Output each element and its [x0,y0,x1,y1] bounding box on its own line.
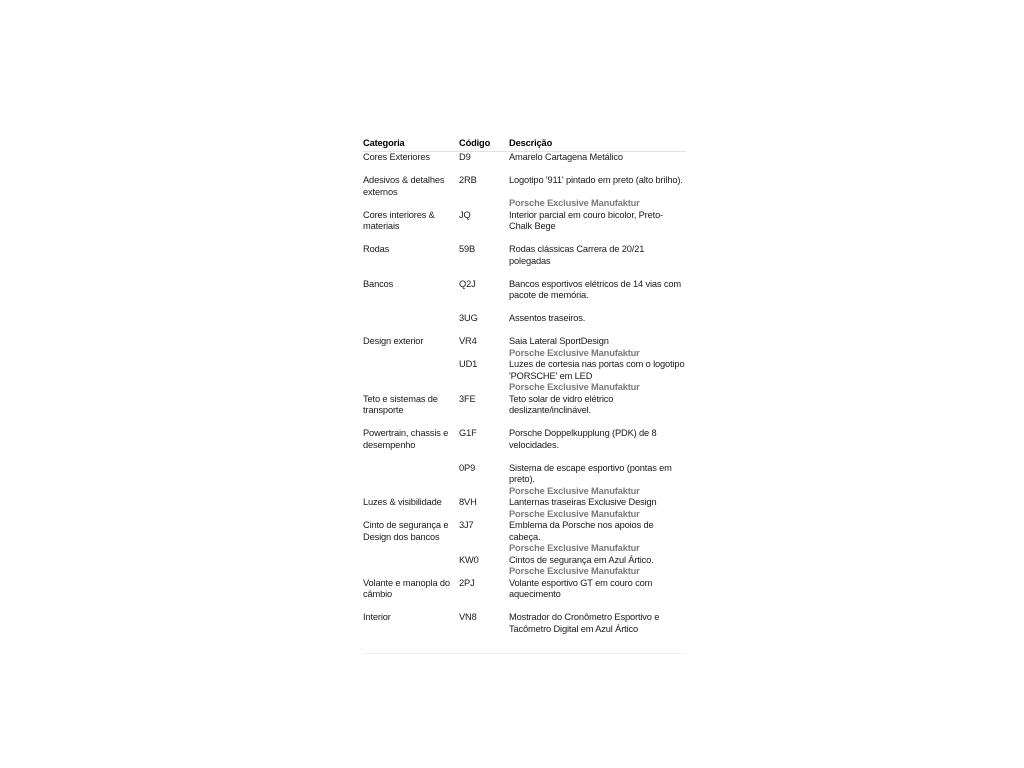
table-row [363,555,686,567]
header-description: Descrição [509,138,553,148]
row-code: VN8 [459,612,477,622]
row-description: Assentos traseiros. [509,313,586,323]
row-description: Teto solar de vidro elétrico deslizante/inclinável. [509,393,614,415]
row-description: Interior parcial em couro bicolor, Preto-Chalk Bege [509,209,664,231]
tag-row [363,198,686,210]
exclusive-tag: Porsche Exclusive Manufaktur [509,485,640,496]
row-code: VR4 [459,336,477,346]
exclusive-tag: Porsche Exclusive Manufaktur [509,566,640,576]
row-category: Bancos [363,278,394,289]
row-code: 3J7 [459,520,474,530]
tag-row [363,566,686,578]
table-body [363,152,686,654]
row-description: Sistema de escape esportivo (pontas em preto). [509,462,672,484]
table-row [363,463,686,486]
table-row [363,359,686,382]
table-row [363,394,686,417]
table-row [363,152,686,164]
header-code: Código [459,138,491,148]
exclusive-tag: Porsche Exclusive Manufaktur [509,382,640,392]
row-description: Logotipo '911' pintado em preto (alto brilho). [509,175,683,185]
row-category [363,359,459,382]
spec-table [363,138,686,654]
row-description: Emblema da Porsche nos apoios de cabeça. [509,520,654,542]
row-description: Saia Lateral SportDesign [509,336,609,346]
row-description: Volante esportivo GT em couro com aquecimento [509,577,653,599]
row-description: Luzes de cortesia nas portas com o logotipo 'PORSCHE' em LED [509,359,685,381]
row-category: Rodas [363,244,390,254]
table-row [363,336,686,348]
row-code: 2RB [459,175,477,185]
row-description: Porsche Doppelkupplung (PDK) de 8 velocidades. [509,428,657,450]
row-category: Powertrain, chassis e desempenho [363,428,449,450]
exclusive-tag: Porsche Exclusive Manufaktur [509,347,640,358]
table-row [363,210,686,233]
row-code: 0P9 [459,462,476,473]
row-code: 3FE [459,393,476,404]
row-code: G1F [459,428,477,438]
row-category [363,313,459,325]
row-category: Luzes & visibilidade [363,497,442,507]
table-row [363,244,686,267]
row-code: 8VH [459,497,477,507]
table-row [363,497,686,509]
row-category: Teto e sistemas de transporte [363,393,438,415]
table-row [363,428,686,451]
row-category: Interior [363,612,391,622]
table-row [363,578,686,601]
row-category [363,555,459,567]
table-header [363,138,686,152]
table-row [363,520,686,543]
row-description: Lanternas traseiras Exclusive Design [509,497,657,507]
table-row [363,279,686,302]
row-category: Adesivos & detalhes externos [363,175,445,197]
row-category: Volante e manopla do câmbio [363,577,450,599]
row-code: 2PJ [459,577,475,588]
table-row [363,313,686,325]
row-description: Amarelo Cartagena Metálico [509,152,623,162]
row-description: Rodas clássicas Carrera de 20/21 polegadas [509,244,645,266]
tag-row [363,509,686,521]
row-category: Cores Exteriores [363,152,430,162]
row-description: Bancos esportivos elétricos de 14 vias com pacote de memória. [509,278,681,300]
row-code: D9 [459,152,471,162]
row-category: Cores interiores & materiais [363,209,435,231]
row-description: Mostrador do Cronômetro Esportivo e Tacômetro Digital em Azul Ártico [509,612,660,634]
row-category: Cinto de segurança e Design dos bancos [363,520,449,542]
row-description: Cintos de segurança em Azul Ártico. [509,554,654,565]
row-code: Q2J [459,278,476,289]
tag-row [363,543,686,555]
tag-row [363,486,686,498]
row-code: UD1 [459,359,478,369]
row-code: 59B [459,244,476,254]
row-code: KW0 [459,554,479,565]
tag-row [363,348,686,360]
row-code: 3UG [459,313,478,323]
row-code: JQ [459,209,471,220]
header-category: Categoria [363,138,405,148]
tag-row [363,382,686,394]
exclusive-tag: Porsche Exclusive Manufaktur [509,198,640,208]
row-category: Design exterior [363,336,424,346]
exclusive-tag: Porsche Exclusive Manufaktur [509,543,640,553]
table-row [363,175,686,198]
table-row [363,612,686,635]
row-category [363,463,459,486]
exclusive-tag: Porsche Exclusive Manufaktur [509,508,640,519]
